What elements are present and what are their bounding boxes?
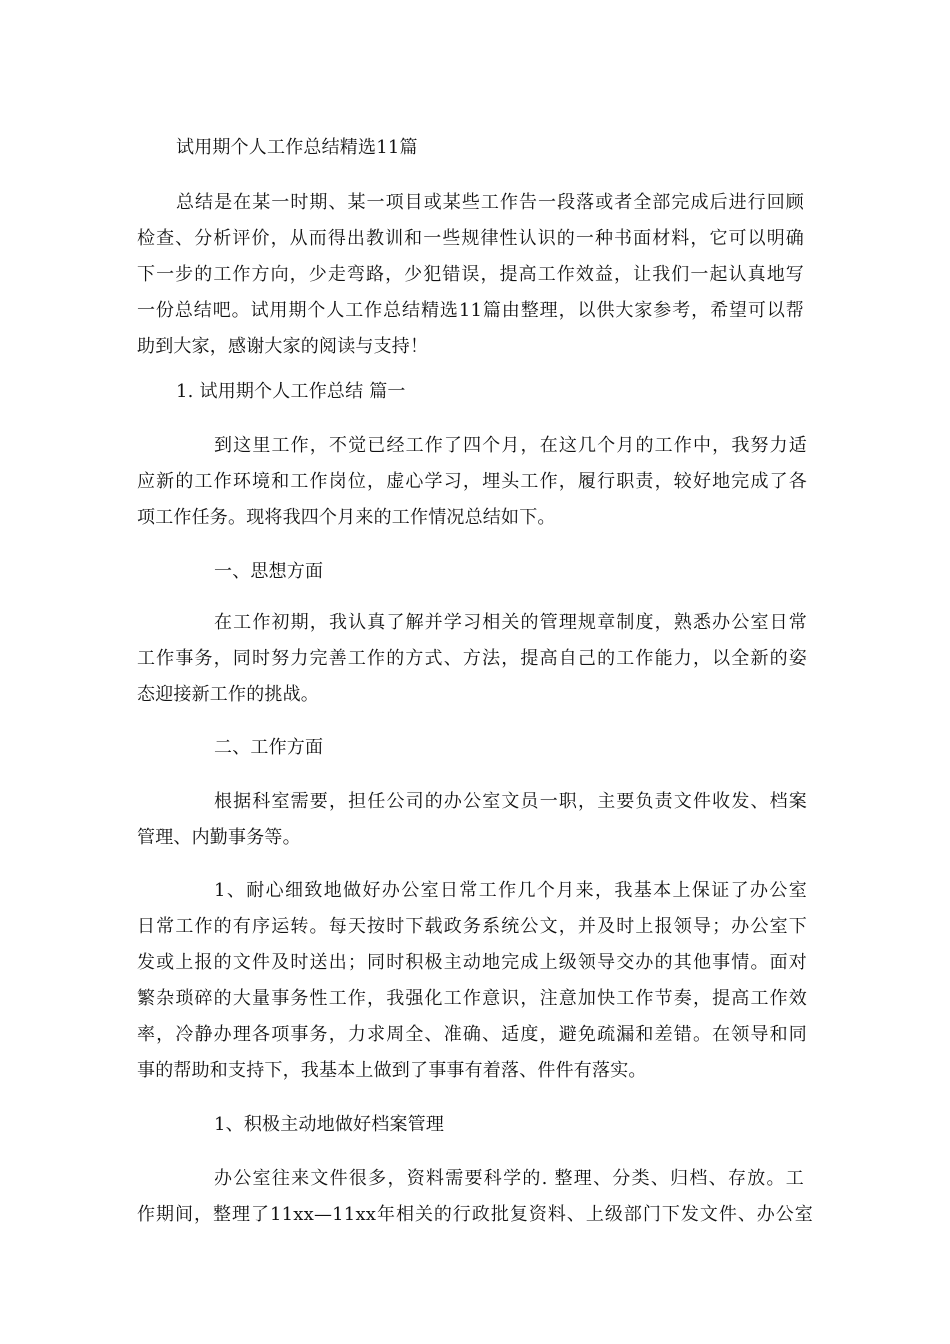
- archive-line-2: 作期间，整理了11xx—11xx年相关的行政批复资料、上级部门下发文件、办公室: [137, 1204, 813, 1225]
- section-heading-1: 1. 试用期个人工作总结 篇一: [176, 381, 406, 402]
- work-line-1: 根据科室需要，担任公司的办公室文员一职，主要负责文件收发、档案: [214, 791, 807, 812]
- intro-line-5: 助到大家，感谢大家的阅读与支持！: [137, 336, 429, 357]
- intro-line-1: 总结是在某一时期、某一项目或某些工作告一段落或者全部完成后进行回顾: [176, 192, 804, 213]
- item1-line-1: 1、耐心细致地做好办公室日常工作几个月来，我基本上保证了办公室: [214, 880, 807, 901]
- heading-thought: 一、思想方面: [214, 561, 324, 582]
- archive-line-1: 办公室往来文件很多，资料需要科学的. 整理、分类、归档、存放。工: [214, 1168, 804, 1189]
- item1-line-5: 率，冷静办理各项事务，力求周全、准确、适度，避免疏漏和差错。在领导和同: [137, 1024, 807, 1045]
- heading-archive: 1、积极主动地做好档案管理: [214, 1114, 445, 1135]
- intro-line-2: 检查、分析评价，从而得出教训和一些规律性认识的一种书面材料，它可以明确: [137, 228, 804, 249]
- thought-line-3: 态迎接新工作的挑战。: [137, 684, 319, 705]
- intro-line-3: 下一步的工作方向，少走弯路，少犯错误，提高工作效益，让我们一起认真地写: [137, 264, 804, 285]
- item1-line-4: 繁杂琐碎的大量事务性工作，我强化工作意识，注意加快工作节奏，提高工作效: [137, 988, 807, 1009]
- paragraph-1-line-3: 项工作任务。现将我四个月来的工作情况总结如下。: [137, 507, 556, 528]
- work-line-2: 管理、内勤事务等。: [137, 827, 301, 848]
- paragraph-1-line-1: 到这里工作，不觉已经工作了四个月，在这几个月的工作中，我努力适: [214, 435, 807, 456]
- thought-line-2: 工作事务，同时努力完善工作的方式、方法，提高自己的工作能力，以全新的姿: [137, 648, 807, 669]
- document-title: 试用期个人工作总结精选11篇: [176, 137, 418, 158]
- item1-line-2: 日常工作的有序运转。每天按时下载政务系统公文，并及时上报领导；办公室下: [137, 916, 807, 937]
- item1-line-6: 事的帮助和支持下，我基本上做到了事事有着落、件件有落实。: [137, 1060, 647, 1081]
- thought-line-1: 在工作初期，我认真了解并学习相关的管理规章制度，熟悉办公室日常: [214, 612, 807, 633]
- heading-work: 二、工作方面: [214, 737, 324, 758]
- intro-line-4: 一份总结吧。试用期个人工作总结精选11篇由整理，以供大家参考，希望可以帮: [137, 300, 804, 321]
- paragraph-1-line-2: 应新的工作环境和工作岗位，虚心学习，埋头工作，履行职责，较好地完成了各: [137, 471, 807, 492]
- item1-line-3: 发或上报的文件及时送出；同时积极主动地完成上级领导交办的其他事情。面对: [137, 952, 807, 973]
